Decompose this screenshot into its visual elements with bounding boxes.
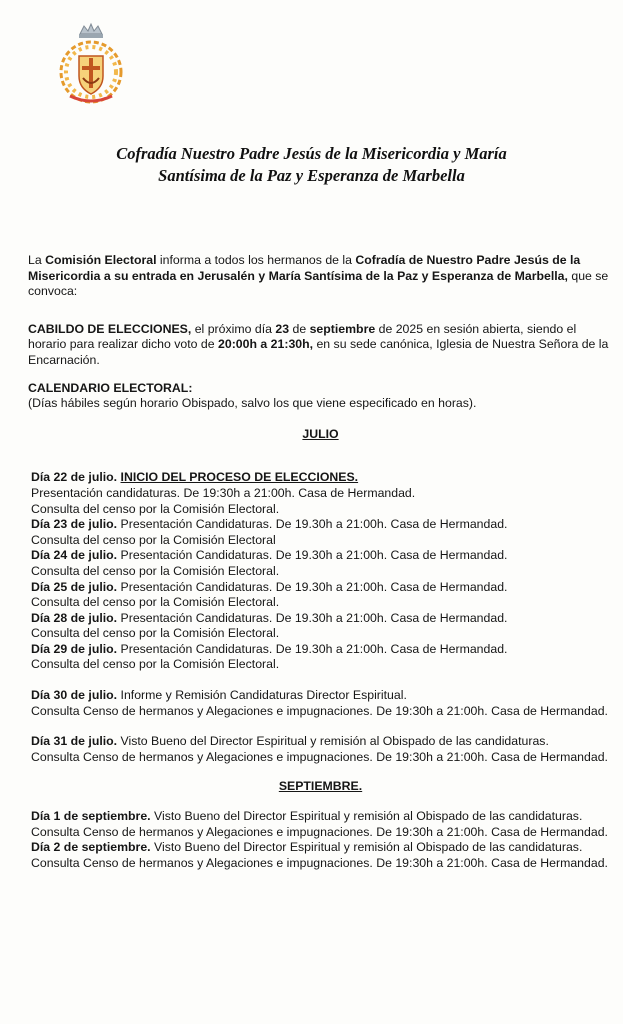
intro-bold: Comisión Electoral [45,253,157,267]
brotherhood-crest-icon [52,20,130,106]
cabildo-text: en su sede canónica, Iglesia de Nuestra Señora de la Encarnación. [28,337,609,367]
entry-date: Día 25 de julio. [31,579,118,594]
entry-line: Consulta del censo por la Comisión Electoral. [31,626,280,641]
entry-day-24 [31,548,613,579]
septiembre-heading: SEPTIEMBRE. [278,779,363,794]
calendario-heading: CALENDARIO ELECTORAL: [28,380,193,395]
entry-date: Día 23 de julio. [31,517,118,532]
entry-date: Día 1 de septiembre. [31,809,151,824]
entry-line: Presentación Candidaturas. De 19.30h a 21:00h. Casa de Hermandad. [117,517,508,532]
entry-line: Consulta del censo por la Comisión Electoral [31,532,276,547]
cabildo-bold: CABILDO DE ELECCIONES, [28,321,192,336]
entry-line: Consulta Censo de hermanos y Alegaciones e impugnaciones. De 19:30h a 21:00h. Casa de Hermandad. [31,824,608,839]
intro-paragraph [28,253,613,300]
entry-date: Día 29 de julio. [31,641,118,656]
julio-heading: JULIO [302,426,339,441]
entry-day-22 [31,470,613,517]
entry-line: Consulta del censo por la Comisión Electoral. [31,563,280,578]
entry-date: Día 2 de septiembre. [31,840,151,855]
entry-date: Día 24 de julio. [31,548,118,563]
intro-text: que se convoca: [28,268,609,299]
cabildo-paragraph [28,322,613,369]
title-line-2: Santísima de la Paz y Esperanza de Marbella [158,166,465,185]
cabildo-text: de 2025 en sesión abierta, siendo el horario para realizar dicho voto de [28,321,577,352]
intro-bold: Cofradía de Nuestro Padre Jesús de la Misericordia a su entrada en Jerusalén y María Santísima de la Paz y Esperanza de Marbella, [28,253,581,283]
entry-line: Presentación Candidaturas. De 19.30h a 21:00h. Casa de Hermandad. [117,641,508,656]
entry-day-25 [31,580,613,611]
entry-line: Presentación candidaturas. De 19:30h a 21:00h. Casa de Hermandad. [31,485,416,500]
entry-day-29 [31,642,613,673]
entry-line: Presentación Candidaturas. De 19.30h a 21:00h. Casa de Hermandad. [117,548,508,563]
entry-title: INICIO DEL PROCESO DE ELECCIONES. [120,470,359,485]
cabildo-text: de [289,321,310,336]
entry-line: Consulta Censo de hermanos y Alegaciones e impugnaciones. De 19:30h a 21:00h. Casa de Hermandad. [31,749,608,764]
julio-entries [31,470,613,765]
cabildo-text: el próximo día [191,321,276,336]
entry-date: Día 22 de julio. [31,470,118,485]
entry-day-31 [31,734,613,765]
entry-day-23 [31,517,613,548]
cabildo-bold: septiembre [309,321,376,336]
title-line-1: Cofradía Nuestro Padre Jesús de la Misericordia y María [116,144,507,163]
entry-line: Consulta del censo por la Comisión Electoral. [31,501,280,516]
intro-text: informa a todos los hermanos de la [156,253,356,267]
entry-line: Visto Bueno del Director Espiritual y remisión al Obispado de las candidaturas. [150,840,583,855]
entry-date: Día 28 de julio. [31,610,118,625]
entry-sep-2 [31,840,613,871]
septiembre-entries [31,809,613,871]
cabildo-bold: 23 [275,321,290,336]
entry-date: Día 30 de julio. [31,688,118,703]
entry-line: Presentación Candidaturas. De 19.30h a 21:00h. Casa de Hermandad. [117,610,508,625]
entry-line: Informe y Remisión Candidaturas Director Espiritual. [117,688,407,703]
document-title [0,143,623,187]
entry-line: Visto Bueno del Director Espiritual y remisión al Obispado de las candidaturas. [150,809,583,824]
entry-day-28 [31,611,613,642]
document-body [28,253,613,871]
entry-line: Consulta Censo de hermanos y Alegaciones e impugnaciones. De 19:30h a 21:00h. Casa de Hermandad. [31,855,608,870]
entry-line: Consulta del censo por la Comisión Electoral. [31,657,280,672]
entry-sep-1 [31,809,613,840]
entry-day-30 [31,688,613,719]
entry-line: Presentación Candidaturas. De 19.30h a 21:00h. Casa de Hermandad. [117,579,508,594]
entry-line: Consulta Censo de hermanos y Alegaciones e impugnaciones. De 19:30h a 21:00h. Casa de Hermandad. [31,703,608,718]
cabildo-bold: 20:00h a 21:30h, [218,337,314,352]
entry-date: Día 31 de julio. [31,734,118,749]
intro-text: La [28,253,46,267]
entry-line: Visto Bueno del Director Espiritual y remisión al Obispado de las candidaturas. [117,734,549,749]
entry-line: Consulta del censo por la Comisión Electoral. [31,595,280,610]
calendario-note: (Días hábiles según horario Obispado, salvo los que viene especificado en horas). [28,396,477,411]
